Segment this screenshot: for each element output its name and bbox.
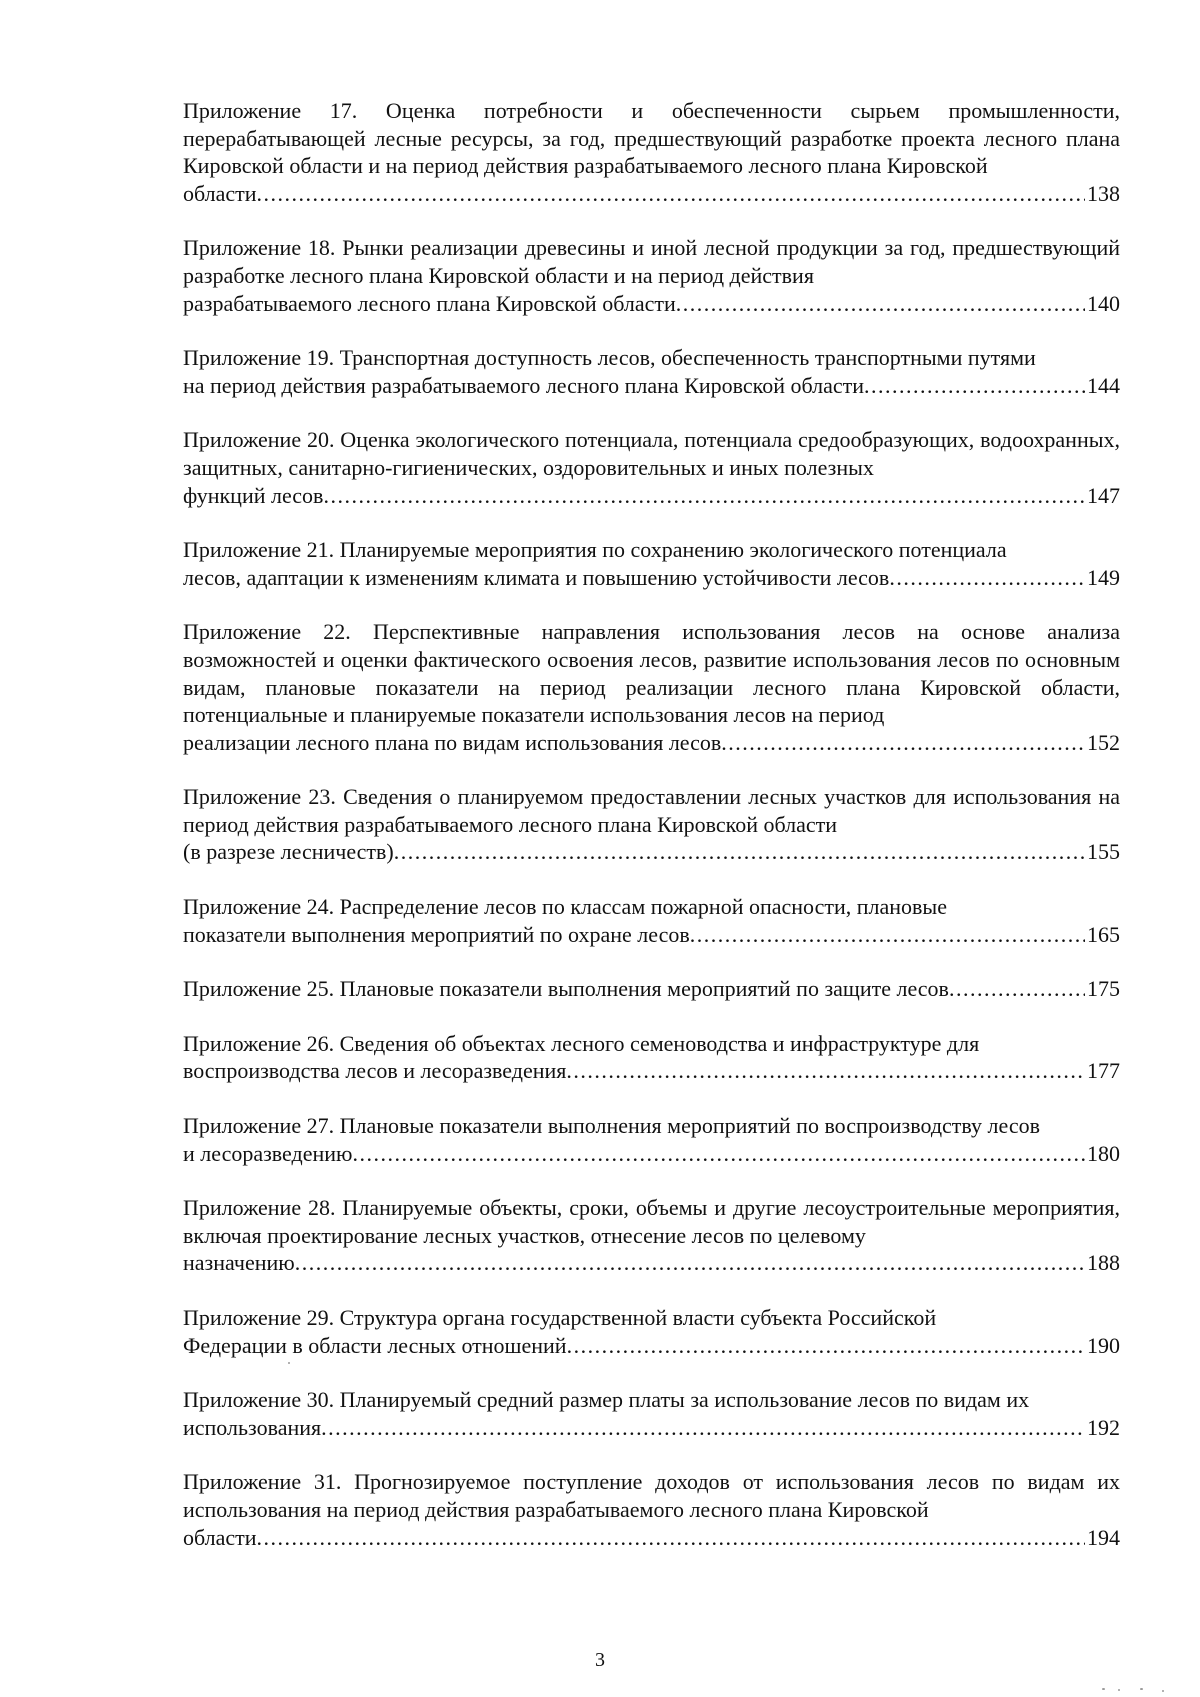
toc-entry-last-text: Федерации в области лесных отношений (183, 1332, 567, 1358)
toc-entry-text: Приложение 31. Прогнозируемое поступление доходов от использования лесов по видам их использования на период действия разрабатываемого лесного плана Кировской (183, 1469, 1120, 1522)
dot-leader (394, 838, 1085, 866)
toc-entry-text: Приложение 24. Распределение лесов по классам пожарной опасности, плановые (183, 894, 947, 920)
toc-entry-appendix-31[interactable] (183, 1468, 1120, 1551)
toc-entry-appendix-24[interactable] (183, 893, 1120, 948)
toc-page-number: 175 (1087, 976, 1120, 1002)
toc-entry-last-text: Приложение 25. Плановые показатели выполнения мероприятий по защите лесов (183, 976, 949, 1002)
dot-leader (567, 1332, 1085, 1360)
dot-leader (352, 1140, 1085, 1168)
dot-leader (257, 180, 1085, 208)
toc-entry-last-text: показатели выполнения мероприятий по охране лесов (183, 921, 690, 947)
toc-entry-last-text: области (183, 180, 257, 206)
toc-page-number: 192 (1087, 1414, 1120, 1440)
toc-entry-text: Приложение 26. Сведения об объектах лесного семеноводства и инфраструктуре для (183, 1030, 980, 1056)
toc-entry-appendix-25[interactable] (183, 975, 1120, 1003)
toc-entry-text: Приложение 17. Оценка потребности и обеспеченности сырьем промышленности, перерабатывающей лесные ресурсы, за год, предшествующий разработке проекта лесного плана Кировской области и на период действия разрабатываемого лесного плана Кировской (183, 98, 1120, 179)
toc-entry-appendix-28[interactable] (183, 1194, 1120, 1277)
toc-entry-appendix-21[interactable] (183, 536, 1120, 591)
toc-page-number: 194 (1087, 1524, 1120, 1550)
toc-entry-text: Приложение 22. Перспективные направления использования лесов на основе анализа возможностей и оценки фактического освоения лесов, развитие использования лесов по основным видам, плановые показатели на период реализации лесного плана Кировской области, потенциальные и планируемые показатели использования лесов на период (183, 619, 1120, 728)
toc-entry-last-line (183, 372, 1120, 400)
dot-leader (566, 1057, 1085, 1085)
dot-leader (864, 372, 1085, 400)
toc-entry-appendix-23[interactable] (183, 783, 1120, 866)
toc-entry-appendix-22[interactable] (183, 618, 1120, 756)
toc-entry-last-line (183, 1524, 1120, 1552)
toc-entry-appendix-19[interactable] (183, 344, 1120, 399)
toc-page-number: 155 (1087, 839, 1120, 865)
toc-entry-last-line (183, 1249, 1120, 1277)
toc-entry-last-text: использования (183, 1414, 322, 1440)
dot-leader (295, 1249, 1085, 1277)
toc-entry-appendix-17[interactable] (183, 97, 1120, 207)
toc-entry-last-text: (в разрезе лесничеств) (183, 839, 394, 865)
toc-entry-text: Приложение 28. Планируемые объекты, сроки, объемы и другие лесоустроительные мероприятия, включая проектирование лесных участков, отнесение лесов по целевому (183, 1195, 1120, 1248)
toc-entry-text: Приложение 30. Планируемый средний размер платы за использование лесов по видам их (183, 1387, 1030, 1413)
toc-entry-last-line (183, 975, 1120, 1003)
toc-page-number: 165 (1087, 921, 1120, 947)
dot-leader (257, 1524, 1085, 1552)
toc-page-number: 144 (1087, 372, 1120, 398)
toc-page-number: 152 (1087, 729, 1120, 755)
scan-speck (1118, 1689, 1120, 1691)
dot-leader (690, 921, 1085, 949)
toc-page-number: 177 (1087, 1058, 1120, 1084)
toc-entry-appendix-20[interactable] (183, 426, 1120, 509)
toc-entry-last-text: лесов, адаптации к изменениям климата и повышению устойчивости лесов (183, 564, 890, 590)
toc-page-number: 149 (1087, 564, 1120, 590)
table-of-contents (183, 97, 1120, 1578)
toc-entry-text: Приложение 23. Сведения о планируемом предоставлении лесных участков для использования на период действия разрабатываемого лесного плана Кировской области (183, 784, 1120, 837)
toc-entry-appendix-27[interactable] (183, 1112, 1120, 1167)
toc-entry-last-line (183, 1332, 1120, 1360)
toc-entry-last-line (183, 1057, 1120, 1085)
toc-page-number: 138 (1087, 180, 1120, 206)
toc-entry-last-line (183, 564, 1120, 592)
toc-entry-last-line (183, 1414, 1120, 1442)
toc-entry-last-text: реализации лесного плана по видам использования лесов (183, 729, 722, 755)
scan-speck (288, 1362, 290, 1364)
page-number: 3 (595, 1649, 605, 1671)
toc-entry-last-text: на период действия разрабатываемого лесного плана Кировской области (183, 372, 865, 398)
toc-page-number: 190 (1087, 1332, 1120, 1358)
toc-page-number: 188 (1087, 1250, 1120, 1276)
scan-speck (1102, 1688, 1105, 1690)
toc-entry-appendix-18[interactable] (183, 234, 1120, 317)
dot-leader (323, 482, 1085, 510)
toc-entry-text: Приложение 29. Структура органа государственной власти субъекта Российской (183, 1305, 937, 1330)
scan-speck (1162, 1690, 1164, 1692)
toc-entry-text: Приложение 27. Плановые показатели выполнения мероприятий по воспроизводству лесов (183, 1113, 1040, 1139)
toc-entry-text: Приложение 21. Планируемые мероприятия по сохранению экологического потенциала (183, 537, 1007, 563)
toc-entry-appendix-30[interactable] (183, 1386, 1120, 1441)
toc-entry-appendix-26[interactable] (183, 1030, 1120, 1085)
dot-leader (721, 729, 1085, 757)
toc-page-number: 180 (1087, 1140, 1120, 1166)
toc-entry-last-text: воспроизводства лесов и лесоразведения (183, 1058, 567, 1084)
toc-page-number: 147 (1087, 482, 1120, 508)
dot-leader (889, 564, 1085, 592)
toc-entry-last-line (183, 180, 1120, 208)
toc-entry-last-line (183, 838, 1120, 866)
toc-entry-appendix-29[interactable] (183, 1304, 1120, 1359)
toc-entry-last-line (183, 482, 1120, 510)
dot-leader (676, 290, 1085, 318)
toc-entry-text: Приложение 18. Рынки реализации древесины и иной лесной продукции за год, предшествующий разработке лесного плана Кировской области и на период действия (183, 235, 1120, 288)
toc-entry-last-line (183, 729, 1120, 757)
toc-entry-last-line (183, 921, 1120, 949)
toc-entry-last-line (183, 290, 1120, 318)
toc-entry-last-text: области (183, 1524, 257, 1550)
dot-leader (321, 1414, 1085, 1442)
toc-entry-last-line (183, 1140, 1120, 1168)
dot-leader (949, 975, 1085, 1003)
toc-page-number: 140 (1087, 290, 1120, 316)
toc-entry-text: Приложение 20. Оценка экологического потенциала, потенциала средообразующих, водоохранных, защитных, санитарно-гигиенических, оздоровительных и иных полезных (183, 427, 1120, 480)
toc-entry-last-text: разрабатываемого лесного плана Кировской области (183, 290, 676, 316)
toc-entry-last-text: назначению (183, 1250, 295, 1276)
toc-entry-last-text: и лесоразведению (183, 1140, 353, 1166)
toc-entry-text: Приложение 19. Транспортная доступность лесов, обеспеченность транспортными путями (183, 345, 1036, 371)
scan-speck (1140, 1688, 1143, 1690)
toc-entry-last-text: функций лесов (183, 482, 324, 508)
